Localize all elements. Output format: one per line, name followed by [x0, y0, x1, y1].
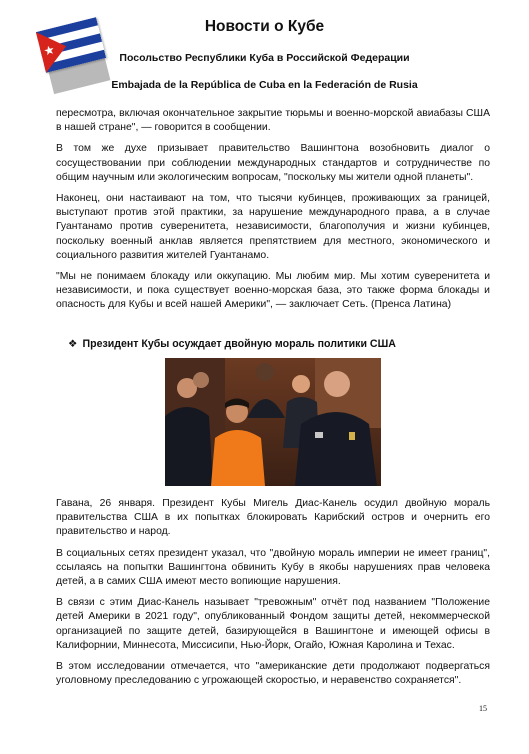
newsletter-title: Новости о Кубе	[204, 18, 325, 35]
article1-paragraph-2: В том же духе призывает правительство Вашингтона возобновить диалог о сосуществовании при соблюдении международных стандартов и сотрудничестве по общим научным или экологическим вопросам, "поскольку мы жители одной планеты".	[56, 143, 490, 183]
embassy-name-ru: Посольство Республики Куба в Российской Федерации	[119, 52, 410, 64]
article2-paragraph-1: Гавана, 26 января. Президент Кубы Мигель Диас-Канель осудил двойную мораль правительства США в их попытках блокировать Карибский остров и очернить его правительство и народ.	[56, 498, 490, 538]
article2-heading	[68, 337, 490, 351]
article2-photo-wrap	[56, 358, 490, 491]
article1-paragraph-3: Наконец, они настаивают на том, что тысячи кубинцев, проживающих за границей, выступают против этой практики, за нарушение международного права, а в случае Гуантанамо против суверенитета, независимости, благополучия и жизни кубинцев, поскольку военный анклав является препятствием для местного, экономического и социального развития жителей Гуантанамо.	[56, 193, 490, 261]
article1-paragraph-4: "Мы не понимаем блокаду или оккупацию. Мы любим мир. Мы хотим суверенитета и независимости, и пока существует военно-морская база, это также форма блокады и опасность для Кубы и всей нашей Америки", — заключает Сеть. (Пренса Латина)	[56, 271, 490, 311]
photo-boy-escorted-by-police	[165, 358, 381, 486]
article2-paragraph-3: В связи с этим Диас-Канель называет "тревожным" отчёт под названием "Положение детей Америки в 2021 году", опубликованный Фондом защиты детей, некоммерческой организацией по защите детей, базирующейся в Вашингтоне и имеющей офисы в Калифорнии, Миннесота, Миссисипи, Нью-Йорк, Огайо, Южная Каролина и Техас.	[56, 597, 490, 651]
article2-heading-text: Президент Кубы осуждает двойную мораль политики США	[82, 337, 396, 350]
embassy-name-es: Embajada de la República de Cuba en la Federación de Rusia	[111, 79, 418, 91]
article1-paragraph-1: пересмотра, включая окончательное закрытие тюрьмы и военно-морской авиабазы США в нашей стране", — говорится в сообщении.	[56, 108, 490, 134]
article2-paragraph-2: В социальных сетях президент указал, что "двойную мораль империи не имеет границ", ссылаясь на попытки Вашингтона обвинить Кубу в якобы нарушениях прав человека детей, а в самих США имеют место вопиющие нарушения.	[56, 547, 490, 588]
page-number: 15	[479, 704, 487, 713]
article2-paragraph-4: В этом исследовании отмечается, что "американские дети продолжают подвергаться уголовному преследованию с угрожающей скоростью, и неравенство сохраняется".	[56, 661, 490, 687]
page-content	[56, 107, 490, 695]
diamond-bullet-icon: ❖	[68, 337, 78, 350]
